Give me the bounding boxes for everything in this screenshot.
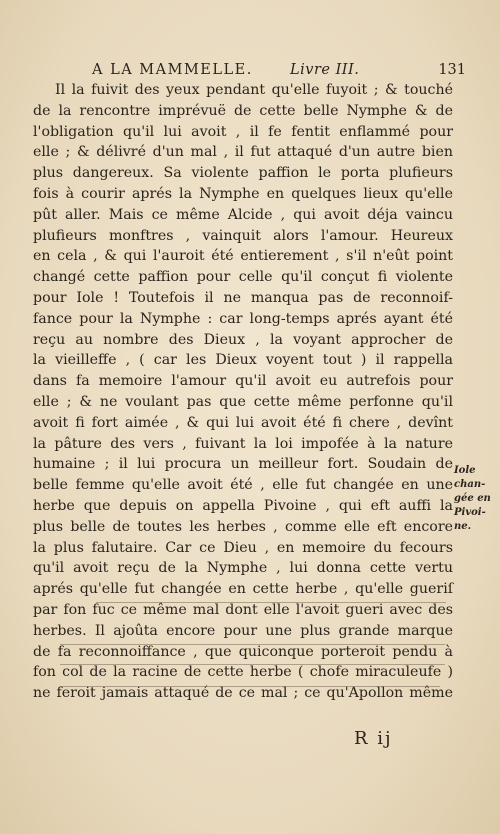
page-number: 131 [438, 62, 466, 78]
text-line: avoit fi fort aimée , & qui lui avoit été fi chere , devînt [33, 414, 453, 431]
text-line: fance pour la Nymphe : car long-temps aprés ayant été [33, 310, 453, 327]
text-line: herbes. Il ajoûta encore pour une plus grande marque [33, 622, 453, 639]
margin-note-line: chan- [454, 479, 486, 490]
text-line: qu'il avoit reçu de la Nymphe , lui donna cette vertu [33, 560, 453, 577]
text-line: pût aller. Mais ce même Alcide , qui avoit déja vaincu [33, 206, 453, 223]
text-line: elle ; & ne voulant pas que cette même perfonne qu'il [33, 393, 453, 410]
margin-note-line: gée en [454, 493, 491, 504]
text-line: la plus falutaire. Car ce Dieu , en memoire du fecours [33, 539, 453, 556]
text-line: reçu au nombre des Dieux , la voyant approcher de [33, 331, 453, 348]
running-header [92, 62, 466, 82]
text-line: plus dangereux. Sa violente paffion le porta plufieurs [33, 165, 453, 182]
text-line: pour Iole ! Toutefois il ne manqua pas de reconnoif- [33, 289, 453, 306]
body-text [33, 80, 453, 704]
hand-rule [96, 602, 446, 603]
text-line: aprés qu'elle fut changée en cette herbe , qu'elle gueriſ [33, 581, 453, 598]
text-line: plus belle de toutes les herbes , comme elle eft encore [33, 518, 453, 535]
text-line: en cela , & qui l'auroit été entierement , s'il n'eût point [33, 248, 453, 265]
text-line: la pâture des vers , fuivant la loi impofée à la nature [33, 435, 453, 452]
margin-note-line: Iole [454, 465, 476, 476]
text-line: Il la fuivit des yeux pendant qu'elle fuyoit ; & touché [55, 82, 453, 98]
text-line: l'obligation qu'il lui avoit , il fe fentit enflammé pour [33, 123, 453, 140]
text-line: belle femme qu'elle avoit été , elle fut changée en une [33, 477, 453, 494]
text-line: changé cette paffion pour celle qu'il conçut fi violente [33, 269, 453, 286]
running-title: A LA MAMMELLE. [92, 62, 253, 78]
hand-rule [60, 664, 445, 665]
text-line: fon col de la racine de cette herbe ( chofe miraculeufe ) [33, 664, 453, 681]
text-line: de la rencontre imprévuë de cette belle Nymphe & de [33, 102, 453, 119]
signature-mark: R ij [354, 728, 393, 749]
text-line: dans fa memoire l'amour qu'il avoit eu autrefois pour [33, 373, 453, 390]
book-label: Livre III. [290, 62, 360, 78]
text-line: de fa reconnoiffance , que quiconque porteroit pendu à [33, 643, 453, 660]
text-line: fois à courir aprés la Nymphe en quelques lieux qu'elle [33, 185, 453, 202]
text-line: ne feroit jamais attaqué de ce mal ; ce qu'Apollon même [33, 685, 453, 702]
hand-rule [60, 686, 440, 687]
text-line: herbe que depuis on appella Pivoine , qui eft auffi la [33, 497, 453, 514]
margin-note-line: Pivoi- [454, 507, 486, 518]
text-line: par fon fuc ce même mal dont elle l'avoit gueri avec des [33, 601, 453, 618]
text-line: elle ; & délivré d'un mal , il fut attaqué d'un autre bien [33, 144, 453, 161]
text-line: plufieurs monftres , vainquit alors l'amour. Heureux [33, 227, 453, 244]
text-line: la vieilleffe , ( car les Dieux voyent tout ) il rappella [33, 352, 453, 369]
margin-note-line: ne. [454, 521, 472, 532]
text-line: humaine ; il lui procura un meilleur fort. Soudain de [33, 456, 453, 473]
hand-rule [60, 644, 445, 645]
